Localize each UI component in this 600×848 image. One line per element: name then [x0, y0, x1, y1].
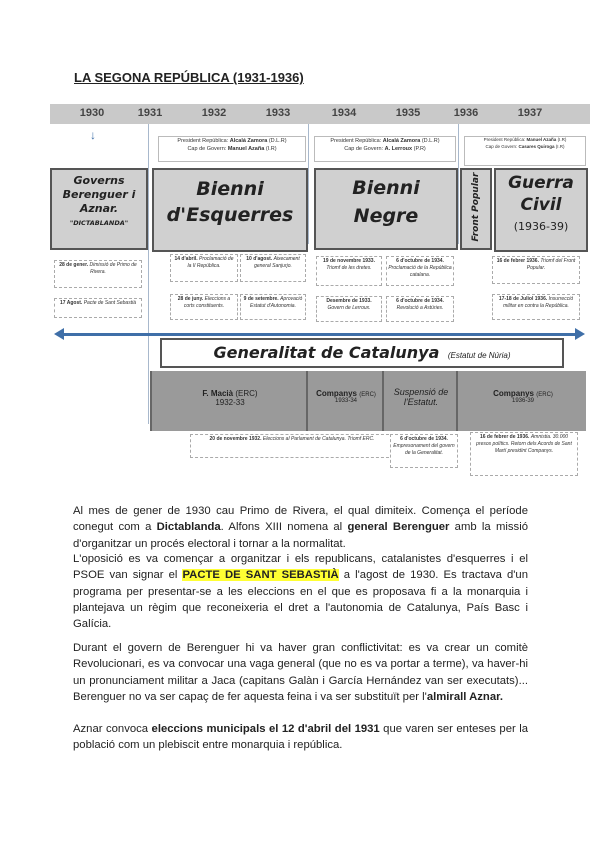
generalitat-subtitle: (Estatut de Núria)	[447, 351, 511, 360]
period-box: Bienni Negre	[314, 168, 458, 250]
president-box: Suspensió de l'Estatut.	[382, 371, 458, 431]
highlight: PACTE DE SANT SEBASTIÀ	[182, 569, 339, 582]
event-note: 28 de juny. Eleccions a corts constituents.	[170, 294, 238, 320]
arrow-left-icon	[54, 328, 64, 340]
event-note: 6 d'octubre de 1934. Proclamació de la República catalana.	[386, 256, 454, 286]
down-arrow-icon: ↓	[90, 128, 96, 142]
event-note: 16 de febrer de 1936. Amnistia. 30.000 presos polítics. Retorn dels Acords de Sant Martí presidint Companys.	[470, 432, 578, 476]
period-box: Governs Berenguer i Aznar. "DICTABLANDA"	[50, 168, 148, 250]
year-label: 1935	[395, 107, 421, 119]
period-box: Front Popular	[460, 168, 492, 250]
timeline-figure	[50, 104, 590, 484]
arrow-right-icon	[575, 328, 585, 340]
timeline-arrow	[62, 333, 577, 336]
year-label: 1936	[453, 107, 479, 119]
event-note: 20 de novembre 1932. Eleccions al Parlament de Catalunya. Triomf ERC.	[190, 434, 394, 458]
paragraph: Durant el govern de Berenguer hi va haver gran conflictivitat: es va crear un comitè Revolucionari, es va convocar una vaga general (que no es va portar a terme), va haver-hi un pronunciament militar a Jaca (capitans Galàn i García Hernández van ser executats)... Berenguer no va ser capaç de fer aquesta feina i va ser substituït per l'almirall Aznar.	[73, 642, 528, 703]
page-title: LA SEGONA REPÚBLICA (1931-1936)	[74, 70, 304, 85]
period-box: Guerra Civil (1936-39)	[494, 168, 588, 252]
event-note: 17 Agost. Pacte de Sant Sebastià	[54, 298, 142, 318]
event-note: 9 de setembre. Aprovació Estatut d'Autonomia.	[240, 294, 306, 320]
divider	[148, 124, 149, 424]
divider	[458, 124, 459, 244]
government-info: President República: Alcalá Zamora (D.L.R) Cap de Govern: Manuel Azaña (I.R)	[158, 136, 306, 162]
event-note: 17-18 de Juliol 1936. Insurrecció militar en contra la República.	[492, 294, 580, 320]
event-note: 28 de gener. Dimissió de Primo de Rivera.	[54, 260, 142, 288]
year-bar	[50, 104, 590, 124]
event-note: 14 d'abril. Proclamació de la II República.	[170, 254, 238, 282]
divider	[308, 124, 309, 244]
year-label: 1932	[201, 107, 227, 119]
event-note: 6 d'octubre de 1934. Empresonament del govern de la Generalitat.	[390, 434, 458, 468]
event-note: 10 d'agost. Aixecament general Sanjurjo.	[240, 254, 306, 282]
paragraph: Al mes de gener de 1930 cau Primo de Rivera, el qual dimiteix. Comença el període conegut com a Dictablanda. Alfons XIII nomena al general Berenguer amb la missió d'organitzar un procés electoral i tornar a la normalitat.	[73, 505, 528, 550]
event-note: 6 d'octubre de 1934. Revolució a Astúries.	[386, 296, 454, 322]
event-note: 16 de febrer 1936. Triomf del Front Popular.	[492, 256, 580, 284]
event-note: 19 de novembre 1933. Triomf de les dretes.	[316, 256, 382, 286]
government-info: President República: Alcalá Zamora (D.L.R) Cap de Govern: A. Lerroux (P.R)	[314, 136, 456, 162]
paragraph: L'oposició es va començar a organitzar i els republicans, catalanistes d'esquerres i el PSOE van signar el PACTE DE SANT SEBASTIÀ a l'agost de 1930. Es tractava d'un programa per presentar-se a les eleccions en el que es proposava fi a la monarquia i plantejava un règim que reconeixeria el dret a l'autonomia de Catalunya, País Basc i Galícia.	[73, 553, 528, 631]
year-label: 1933	[265, 107, 291, 119]
year-label: 1931	[137, 107, 163, 119]
period-box: Bienni d'Esquerres	[152, 168, 308, 252]
president-box: Companys (ERC) 1936-39	[456, 371, 588, 431]
president-box: Companys (ERC) 1933-34	[306, 371, 384, 431]
event-note: Desembre de 1933. Govern de Lerroux.	[316, 296, 382, 322]
generalitat-title: Generalitat de Catalunya	[213, 343, 440, 362]
president-box: F. Macià (ERC) 1932-33	[150, 371, 308, 431]
government-info: President República: Manuel Azaña (I.R) Cap de Govern: Casares Quiroga (I.R)	[464, 136, 586, 166]
year-label: 1930	[79, 107, 105, 119]
paragraph: Aznar convoca eleccions municipals el 12 d'abril del 1931 que varen ser enteses per la població com un plebiscit entre monarquia i república.	[73, 723, 528, 752]
year-label: 1937	[517, 107, 543, 119]
generalitat-banner	[160, 338, 564, 368]
year-label: 1934	[331, 107, 357, 119]
